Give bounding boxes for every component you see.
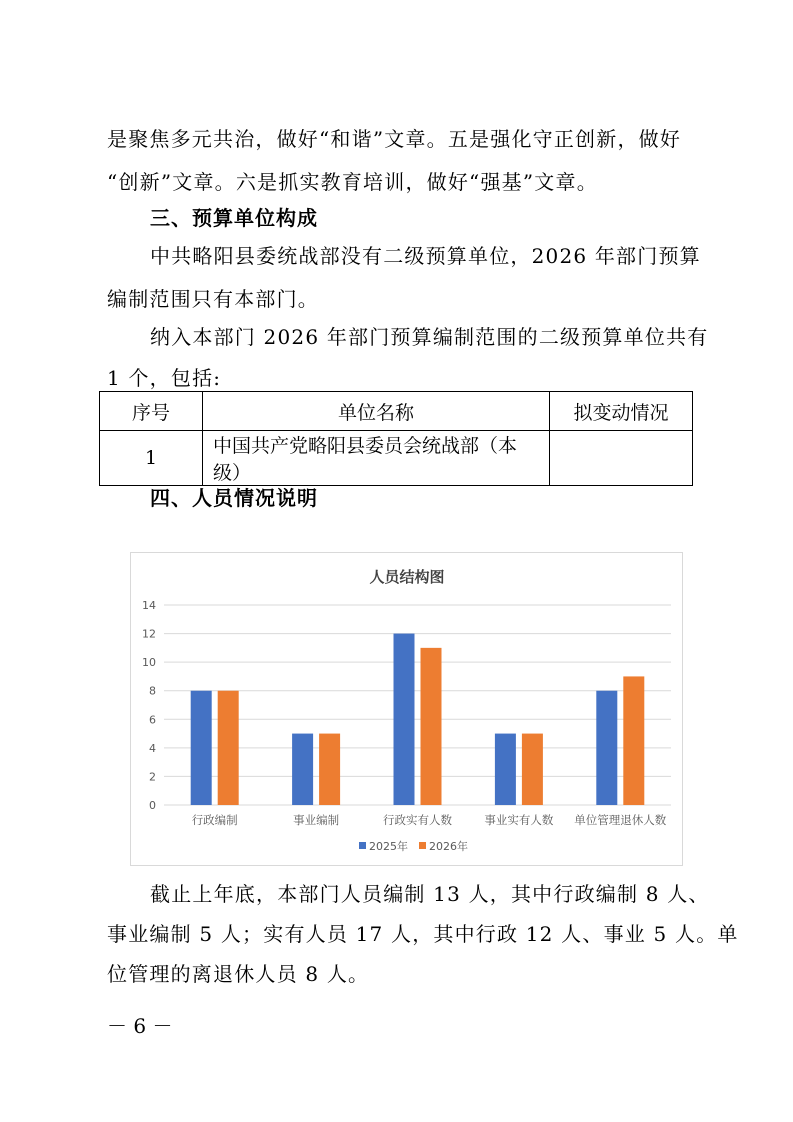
paragraph-line: 位管理的离退休人员 8 人。 (107, 962, 370, 986)
y-tick-label: 6 (149, 713, 156, 727)
bar-2025年-单位管理退休人数 (596, 691, 617, 805)
paragraph-line: “创新”文章。六是抓实教育培训，做好“强基”文章。 (107, 170, 598, 194)
chart-svg (131, 553, 684, 867)
bar-2026年-事业编制 (319, 734, 340, 805)
y-tick-label: 0 (149, 799, 156, 812)
y-tick-label: 14 (142, 599, 156, 612)
bar-2025年-行政实有人数 (394, 634, 415, 805)
x-tick-label: 行政实有人数 (383, 813, 452, 827)
chart-title: 人员结构图 (369, 568, 445, 586)
x-tick-label: 事业编制 (293, 813, 340, 827)
paragraph-line: 编制范围只有本部门。 (107, 287, 319, 311)
paragraph-line: 中共略阳县委统战部没有二级预算单位，2026 年部门预算 (150, 244, 701, 268)
bar-2025年-行政编制 (191, 691, 212, 805)
legend-label: 2025年 (369, 840, 408, 853)
table-row (100, 431, 693, 486)
x-tick-label: 单位管理退休人数 (574, 813, 667, 827)
paragraph-line: 是聚焦多元共治，做好“和谐”文章。五是强化守正创新，做好 (107, 127, 682, 151)
y-tick-label: 12 (142, 627, 156, 641)
y-tick-label: 4 (149, 741, 156, 755)
legend-swatch-2026年 (419, 842, 426, 849)
budget-units-table (99, 391, 693, 486)
paragraph-line: 截止上年底，本部门人员编制 13 人，其中行政编制 8 人、 (150, 882, 710, 906)
legend-label: 2026年 (429, 840, 468, 853)
bar-2026年-行政编制 (218, 691, 239, 805)
bar-2025年-事业实有人数 (495, 734, 516, 805)
table-header-cell: 单位名称 (203, 392, 550, 431)
table-cell: 1 (100, 431, 203, 486)
x-tick-label: 行政编制 (191, 813, 238, 827)
table-cell: 中国共产党略阳县委员会统战部（本级） (203, 431, 550, 486)
table-cell (550, 431, 693, 486)
y-tick-label: 2 (149, 770, 156, 784)
paragraph-line: 1 个，包括: (107, 366, 222, 390)
bar-2026年-行政实有人数 (421, 648, 442, 805)
bar-2025年-事业编制 (292, 734, 313, 805)
table-header-cell: 拟变动情况 (550, 392, 693, 431)
table-header-cell: 序号 (100, 392, 203, 431)
paragraph-line: 纳入本部门 2026 年部门预算编制范围的二级预算单位共有 (150, 325, 709, 349)
bar-2026年-单位管理退休人数 (623, 676, 644, 805)
legend-swatch-2025年 (359, 842, 366, 849)
section-heading-budget-units: 三、预算单位构成 (150, 206, 318, 230)
staff-structure-chart (130, 552, 683, 866)
y-tick-label: 10 (142, 656, 156, 670)
page-number: － 6 － (107, 1014, 173, 1038)
bar-2026年-事业实有人数 (522, 734, 543, 805)
paragraph-line: 事业编制 5 人；实有人员 17 人，其中行政 12 人、事业 5 人。单 (107, 922, 739, 946)
section-heading-staff: 四、人员情况说明 (150, 486, 318, 510)
table-header-row (100, 392, 693, 431)
x-tick-label: 事业实有人数 (484, 813, 554, 827)
y-tick-label: 8 (149, 684, 156, 698)
